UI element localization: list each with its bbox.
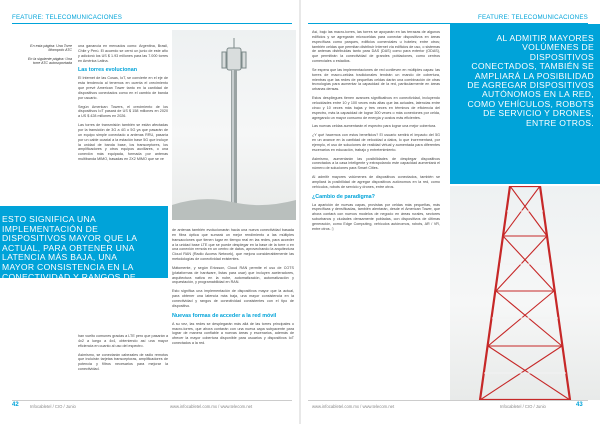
footer-website-right[interactable]: www.infocabletel.com.mx / www.telecom.net	[312, 404, 395, 409]
paragraph: Al admitir mayores volúmenes de dispositivos conectados, también se ampliará la posibilidad de agregar dispositivos autónomos en la red, como vehículos, robots de servicio y drones, entre otros.	[312, 175, 440, 189]
footer-magazine-right: Infocabletel / CIO / Junio	[500, 404, 546, 409]
paragraph: Asimismo, se conectarán cabezales de radio remotos que incluirán tarjetas transceptoras, amplificadores de potencia y filtros necesarios para mejorar la conectividad.	[78, 352, 168, 372]
paragraph: Las nuevas celdas aumentarán el espectro para lograr una mejor cobertura.	[312, 124, 437, 129]
paragraph: A su vez, las redes se desplegarán más allá de las torres principales o macro-torres, que ahora contarán con una nueva capa subyacente para lograr de manera confiable a nuevas áreas y escenarios, además de ofrecer la mayor cobertura disponible para usuarios y dispositivos IoT conectados a la red.	[172, 321, 294, 346]
right-column-1	[312, 30, 440, 236]
paragraph: una ganancia en mercados como: Argentina, Brasil, Chile y Perú. El acuerdo se cerró un junio de este año y adicionó los US $ 1.93 millones para las 7.000 torres en América Latina.	[78, 44, 168, 63]
left-column-1	[78, 44, 168, 166]
paragraph: Así, bajo las macro-torres, las torres se apoyarán en las terrazas de algunos edificios y se agregarán microceldas para conectar dispositivos en áreas específicas como parques, edificios comerciales u hoteles; entre otros; también celdas que permitan distribuir Internet vía edificios de uso, o sistemas de antenas distribuidas tanto para DAS (DAS) como para exterior (ODAS), que permitirán la conectividad de grandes poblaciones, como centros comerciales o estadios.	[312, 30, 440, 64]
paragraph: Las torres de transmisión también se están afectadas por la transición de 3G a 4G o 5G ya que pasarán de un equipo simple conectado a antenas RRU, pasaría por un cable coaxial a la estación base 5G que incluye la unidad de banda base, los transceptores, los amplificadores y otros equipos auxiliares, o una conexión más equipada, formada por antenas multibanda MIMO, basadas en 2X2 MIMO que se ve	[78, 123, 168, 162]
left-column-2	[172, 228, 294, 350]
page-number-left: 42	[12, 402, 19, 408]
monopole-tower-illustration	[172, 30, 296, 220]
subheading: ¿Cambio de paradigma?	[312, 193, 375, 200]
paragraph: han vuelto comunes gracias a LTE pero que pasarán a 4x2 a luego a 4x4, obteniendo así una mayor eficiencia en cuanto al uso del espectro.	[78, 334, 168, 348]
header-rule-left	[12, 23, 292, 24]
section-header-right: FEATURE: TELECOMUNICACIONES	[477, 14, 588, 21]
lattice-tower-icon	[480, 186, 570, 400]
paragraph: Esto significa una implementación de dispositivos mayor que la actual, para obtener una latencia más baja, una mayor consistencia en la conectividad y rangos de conectividad consistentes con el tipo de dispositivo.	[172, 289, 294, 308]
lattice-tower-illustration	[450, 186, 600, 400]
footer-website-left[interactable]: www.infocabletel.com.mx / www.telecom.net	[170, 404, 253, 409]
paragraph: Mátomente, y según Ericsson, Cloud RAN permite el uso de COTS (plataformas de hardware, listas para usar) que incluyen aceleradores, arquitectura nativa en la nube, automatización, automatización y orquestación, y programabilidad en RAN.	[172, 265, 294, 285]
paragraph: ¿Y qué hacemos con estos beneficios? El usuario sentirá el impacto del 5G en un avance en la cantidad de velocidad a datos, lo que incrementará, por ejemplo, el uso de soluciones de realidad virtual y aumentada para diferentes escenarios en educación, trabajo y entretenimiento.	[312, 133, 440, 152]
paragraph: Se espera que las implementaciones de red conlleven en múltiples capas: las torres de macro-celdas tradicionales tendrán un mando de cobertura, mientras que las redes de pequeñas celdas darán una combinación de otras tecnologías para aumentar la capacidad de la red, particularmente en áreas urbanas densas.	[312, 67, 440, 92]
paragraph: El Internet de las Cosas, IoT, se convierte en el eje de esta tendencia al tenemos en cuenta el crecimiento que prevé American Tower tanto en la cantidad de dispositivos conectados como en el cambio de banda por usuario.	[78, 76, 168, 100]
section-header-left: FEATURE: TELECOMUNICACIONES	[12, 14, 123, 21]
footer-rule-right	[308, 400, 588, 401]
page-gutter	[299, 0, 301, 424]
photo-captions	[22, 44, 72, 70]
subheading: Nuevas formas de acceder a la red móvil	[172, 312, 277, 319]
caption-autosoportada: En la siguiente página: Una torre ATC autosoportada	[28, 56, 72, 66]
page-number-right: 43	[576, 402, 583, 408]
pull-quote-left: ESTO SIGNIFICA UNA IMPLEMENTACIÓN DE DISPOSITIVOS MAYOR QUE LA ACTUAL, PARA OBTENER UNA LATENCIA MÁS BAJA, UNA MAYOR CONSISTENCIA EN LA CONECTIVIDAD Y RANGOS DE CONECTIVIDAD CONSISTENTES CON EL TIPO DE DISPOSITIVO.	[2, 214, 137, 311]
paragraph: La aparición de nuevas capas, provistas por celdas más pequeñas, más específicas y densificadas, también alentarán, desde el American Tower, que ahora contará con nuevos modelos de negocio en áreas rurales, sectores suburbanos y ciudades densamente pobladas, con dispositivos de últimas generación, como Edge Computing, vehículos autónomos, robots, AR / VR, entre otros. ▯	[312, 202, 440, 231]
paragraph: Según American Towers, el crecimiento de los dispositivos IoT pasará de US $ 158 millones en 2020 a US $ 428 millones en 2026.	[78, 104, 168, 119]
left-column-1-bottom	[78, 334, 168, 376]
lattice-tower-photo	[450, 186, 600, 400]
monopole-tower-photo	[172, 30, 296, 220]
footer-rule-left	[12, 400, 292, 401]
footer-magazine-left: Infocabletel / CIO / Junio	[30, 404, 76, 409]
paragraph: Estos despliegues tienen avances significativos en conectividad, incluyendo velocidades entre 10 y 100 veces más altas que las actuales, latencias entre cinco y 10 veces más bajas y tres veces en términos de eficiencia del espectro, más la capacidad de lograr 300 veces o más conexiones por celda, agregando un mayor consumo de energía y costos más eficientes.	[312, 96, 440, 120]
pull-quote-right: AL ADMITIR MAYORES VOLÚMENES DE DISPOSITIVOS CONECTADOS, TAMBIÉN SE AMPLIARÁ LA POSIBILIDAD DE AGREGAR DISPOSITIVOS AUTÓNOMOS EN LA RED, COMO VEHÍCULOS, ROBOTS DE SERVICIO Y DRONES, ENTRE OTROS.	[467, 33, 594, 128]
tower-antennas-icon	[222, 38, 246, 70]
caption-monopolo: En esta página: Una Torre Monopolo ATC	[30, 44, 72, 53]
paragraph: Asimismo, aumentarán las posibilidades de desplegar dispositivos conectados a la casa inteligente y extrapolando este capacidad aumentará el número de soluciones para Smart Cities.	[312, 156, 440, 171]
paragraph: de antenas también evolucionarán hacia una nueva conectividad basada en fibra óptica que sumará un mejor rendimiento a las múltiples transacciones que tienen lugar en tiempo real en las redes, para acceder a la unidad base LTE que se puede desplegar en la base de la torre o en una conexión remota en un centro de datos, aprovechando la arquitectura Cloud RAN (Radio Access Network), que mejora considerablemente las metodologías de conectividad existentes.	[172, 228, 294, 262]
subheading: Las torres evolucionan	[78, 67, 138, 74]
